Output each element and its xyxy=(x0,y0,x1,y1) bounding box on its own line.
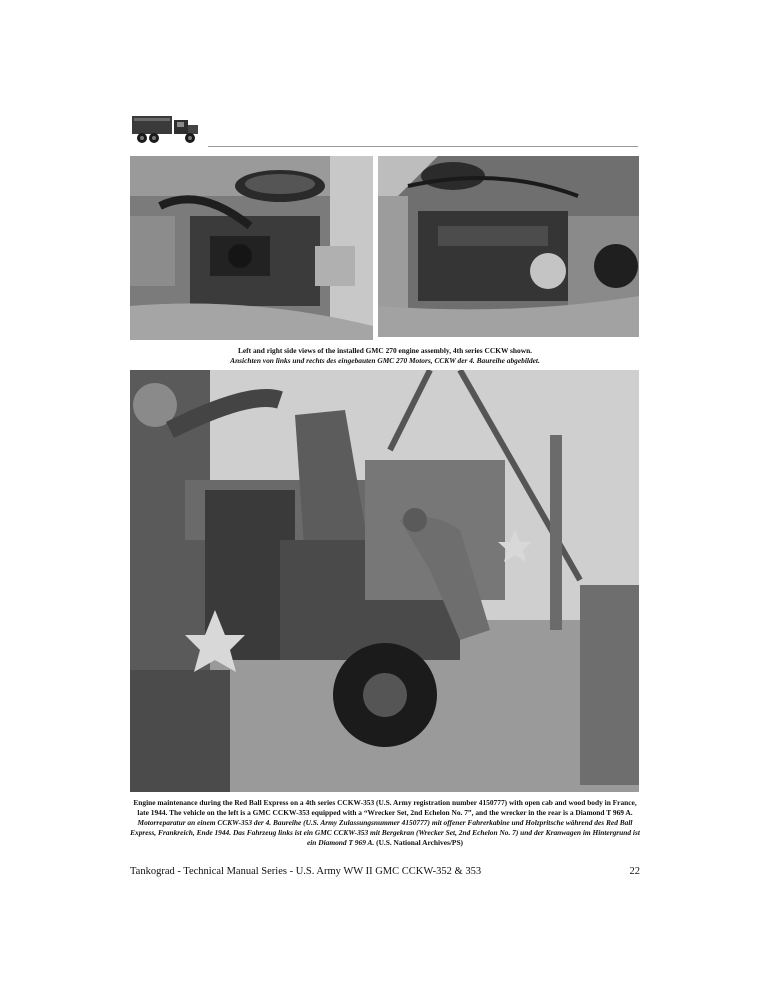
footer-series-title: Tankograd - Technical Manual Series - U.S. Army WW II GMC CCKW-352 & 353 xyxy=(130,866,482,877)
caption-top xyxy=(130,346,640,366)
caption-bottom-german xyxy=(130,818,640,848)
page-number: 22 xyxy=(629,866,640,877)
photo-engine-maintenance xyxy=(130,370,639,792)
page-footer xyxy=(130,866,640,877)
caption-top-english: Left and right side views of the installed GMC 270 engine assembly, 4th series CCKW shown. xyxy=(237,346,533,355)
photo-credit: (U.S. National Archives/PS) xyxy=(376,838,464,847)
truck-icon xyxy=(130,108,202,148)
caption-bottom-english: Engine maintenance during the Red Ball Express on a 4th series CCKW-353 (U.S. Army registration number 4150777) with open cab and wood body in France, late 1944. The vehicle on the left is a GMC CCKW-353 equipped with a “Wrecker Set, 2nd Echelon No. 7”, and the wrecker in the rear is a Diamond T 969 A. xyxy=(133,798,637,817)
caption-bottom-german-text: Motorreparatur an einem CCKW-353 der 4. Baureihe (U.S. Army Zulassungsnummer 4150777) mit offener Fahrerkabine und Holzpritsche während des Red Ball Express, Frankreich, Ende 1944. Das Fahrzeug links ist ein GMC CCKW-353 mit Bergekran (Wrecker Set, 2nd Echelon No. 7) und der Kranwagen im Hintergrund ist ein Diamond T 969 A. xyxy=(130,818,640,847)
caption-bottom xyxy=(130,798,640,848)
photo-engine-left-view xyxy=(130,156,373,340)
caption-top-german: Ansichten von links und rechts des eingebauten GMC 270 Motors, CCKW der 4. Baureihe abgebildet. xyxy=(230,356,540,365)
header-rule xyxy=(208,146,638,147)
photo-engine-right-view xyxy=(378,156,639,337)
